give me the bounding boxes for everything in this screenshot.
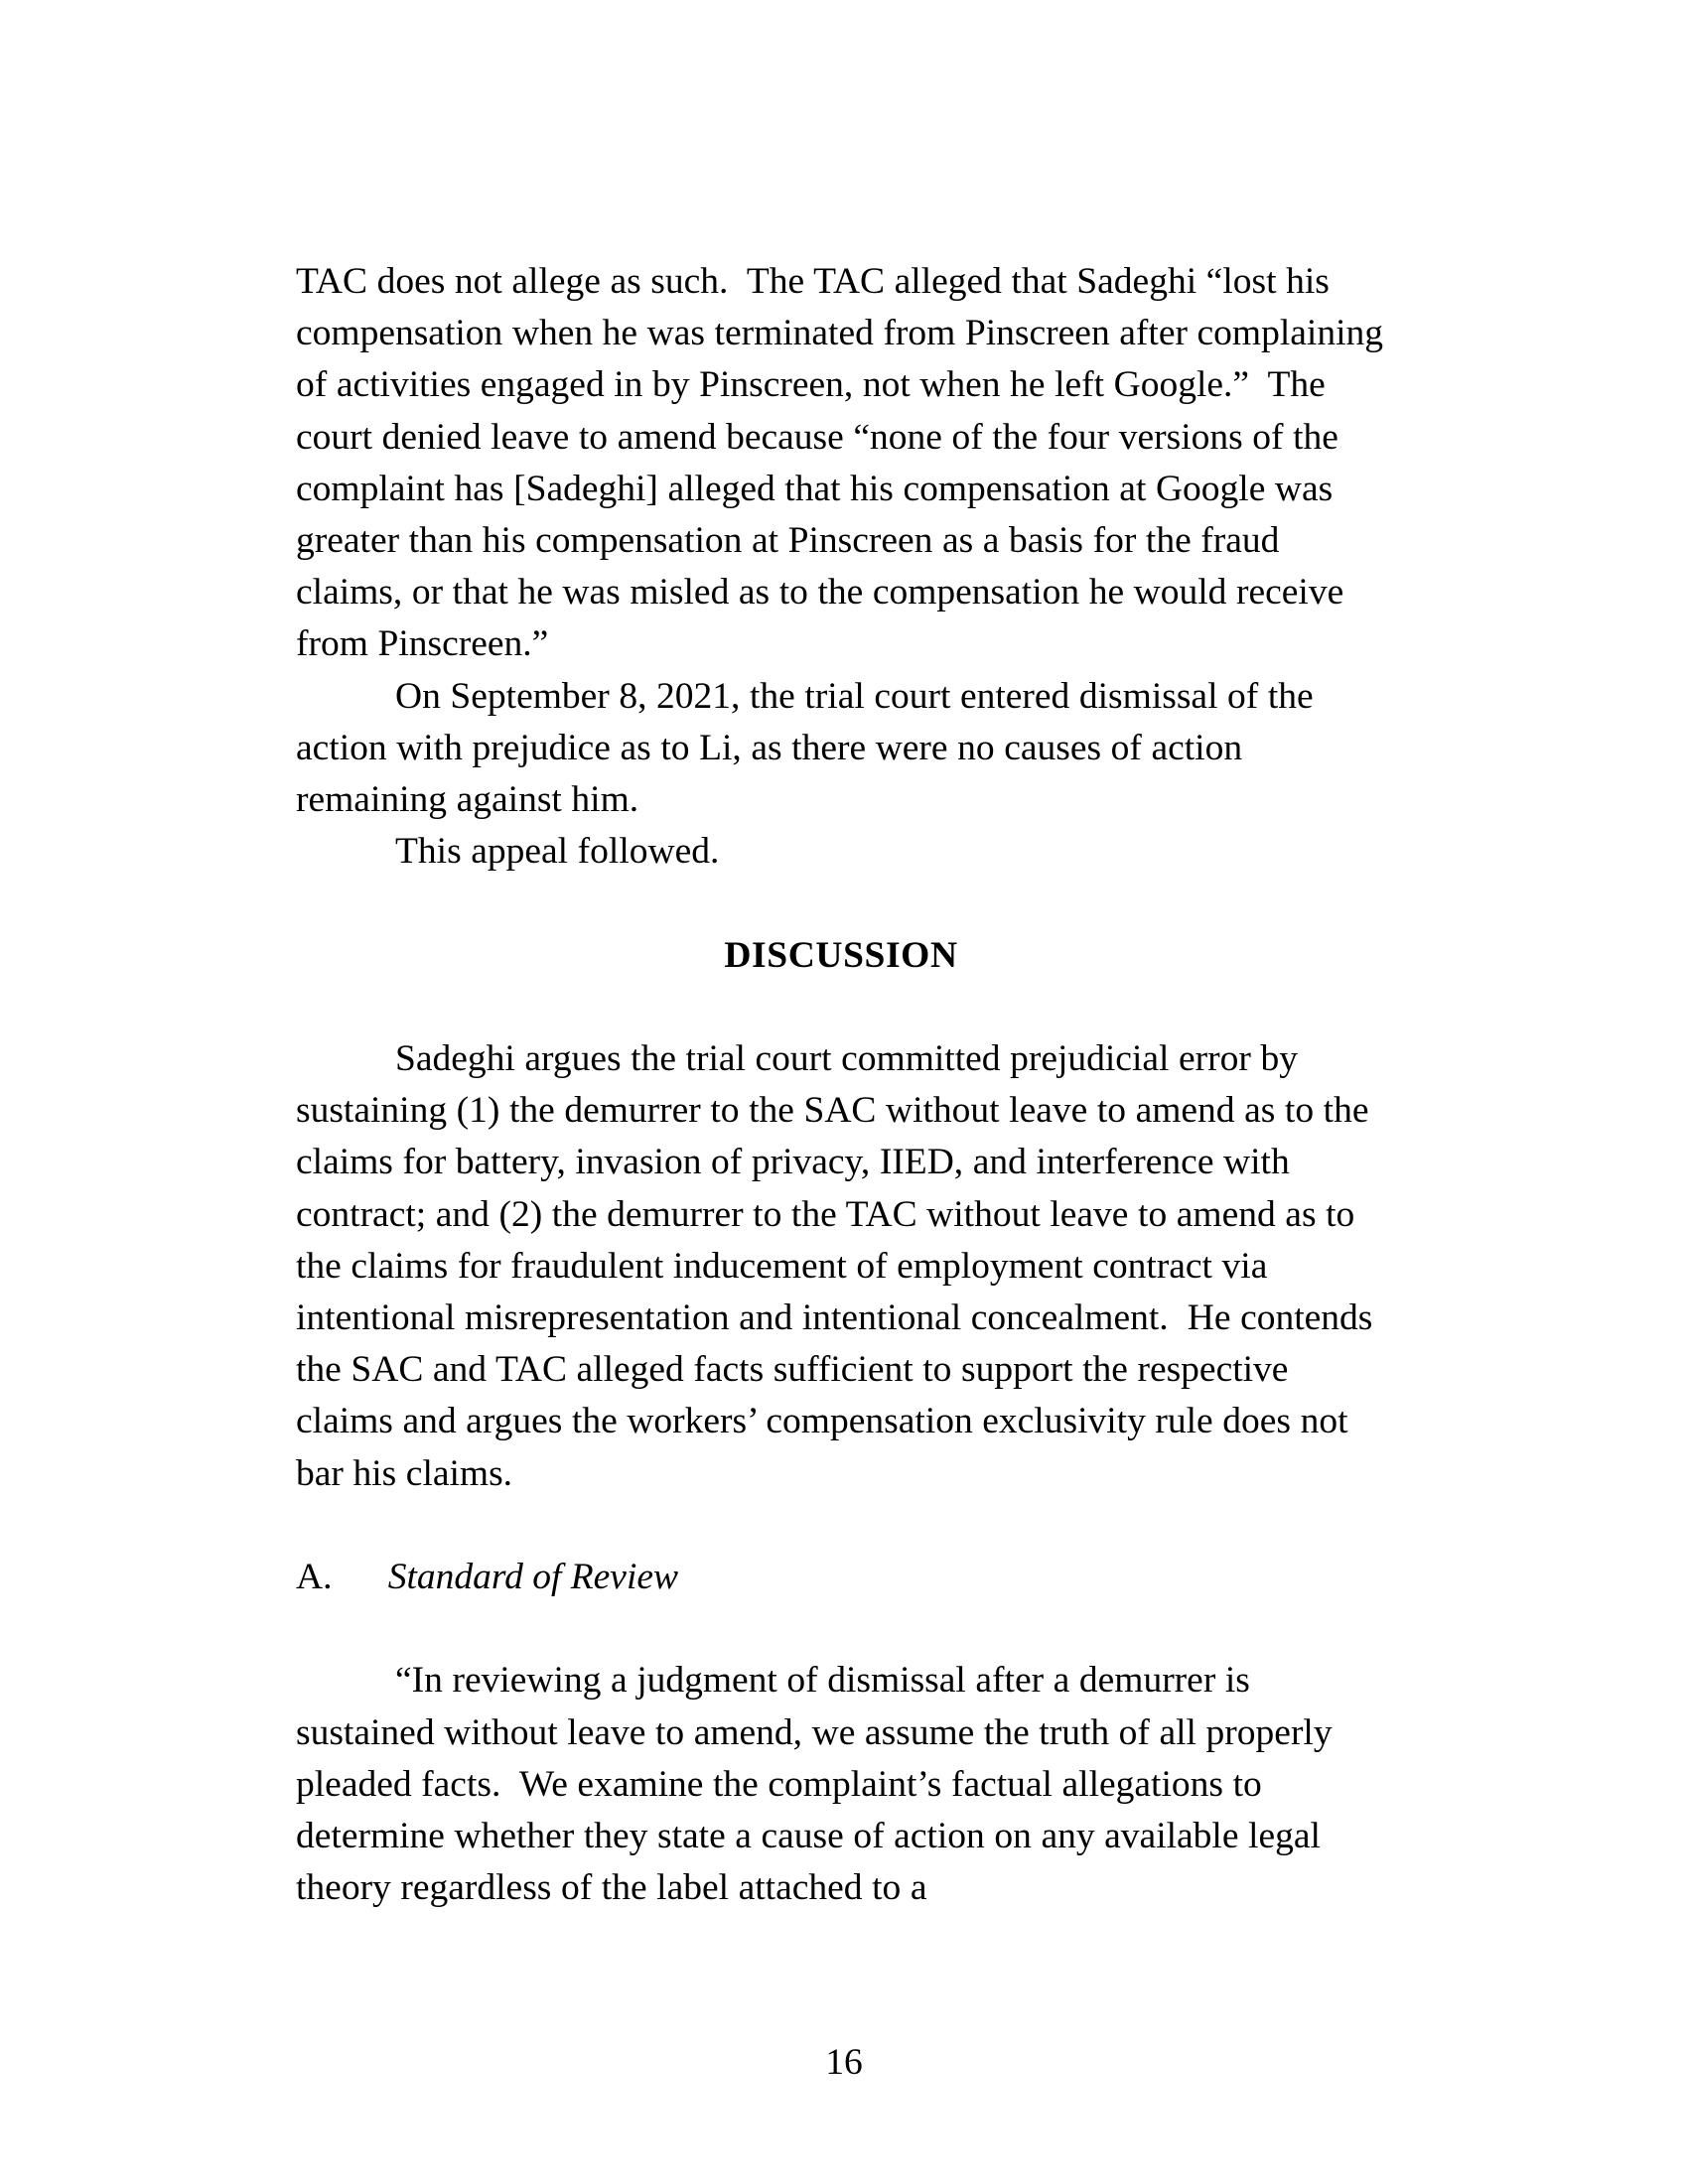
spacer-after-discussion [296,982,1386,1033]
spacer-before-discussion [296,878,1386,929]
section-heading-gap [332,1557,387,1597]
text-column [296,256,1393,1914]
spacer-after-section-a [296,1603,1386,1655]
paragraph-sadeghi-argues: Sadeghi argues the trial court committed prejudicial error by sustaining (1) the demurrer to the SAC without leave to amend as to the claims for battery, invasion of privacy, IIED, and interference with contract; and (2) the demurrer to the TAC without leave to amend as to the claims for fraudulent inducement of employment contract via intentional misrepresentation and intentional concealment. He contends the SAC and TAC alleged facts sufficient to support the respective claims and argues the workers’ compensation exclusivity rule does not bar his claims. [296,1038,1382,1494]
spacer-before-section-a [296,1500,1386,1552]
section-letter: A. [296,1557,333,1598]
paragraph-appeal-followed: This appeal followed. [395,831,720,873]
section-title-standard-of-review: Standard of Review [387,1557,679,1598]
page-number: 16 [825,2042,863,2083]
paragraph-tac-allegation: TAC does not allege as such. The TAC alleged that Sadeghi “lost his compensation when he was terminated from Pinscreen after complaining of activities engaged in by Pinscreen, not when he left Google.” The court denied leave to amend because “none of the four versions of the complaint has [Sadeghi] alleged that his compensation at Google was greater than his compensation at Pinscreen as a basis for the fraud claims, or that he was misled as to the compensation he would receive from Pinscreen.” [296,261,1393,665]
section-heading-a [296,1552,1386,1603]
paragraph-standard-of-review-quote: “In reviewing a judgment of dismissal after a demurrer is sustained without leave to amend, we assume the truth of all properly pleaded facts. We examine the complaint’s factual allegations to determine whether they state a cause of action on any available legal theory regardless of the label attached to a [296,1660,1342,1909]
heading-discussion: DISCUSSION [724,934,958,976]
paragraph-dismissal-entered: On September 8, 2021, the trial court entered dismissal of the action with prejudice as to Li, as there were no causes of action remaining against him. [296,675,1324,821]
